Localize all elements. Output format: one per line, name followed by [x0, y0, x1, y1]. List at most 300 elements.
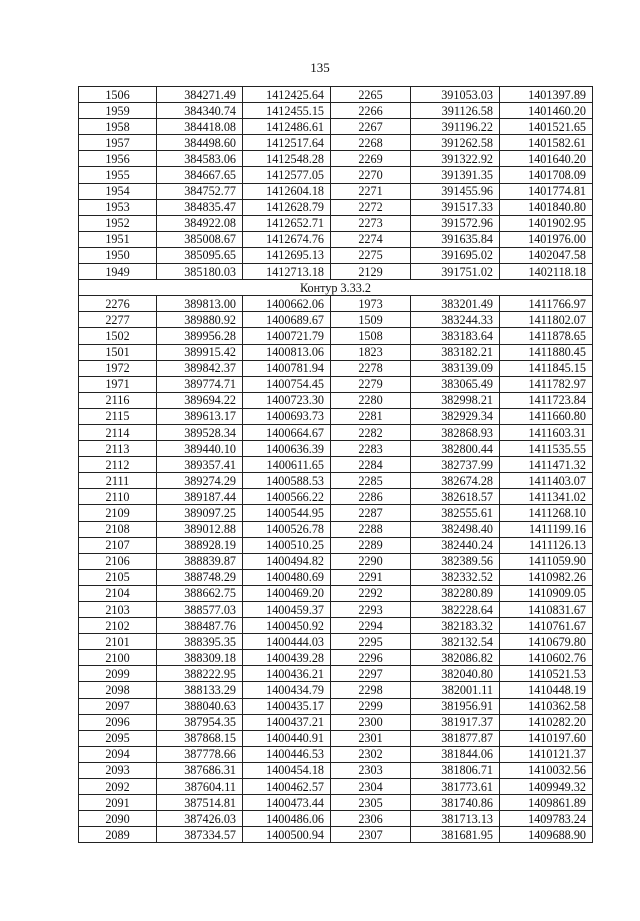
coordinate-cell: 1410679.80 [500, 634, 593, 650]
point-number-cell: 2090 [79, 811, 157, 827]
coordinate-cell: 1400444.03 [243, 634, 331, 650]
coordinate-cell: 391751.02 [411, 264, 500, 280]
table-row [79, 264, 593, 280]
coordinate-cell: 383139.09 [411, 360, 500, 376]
point-number-cell: 1501 [79, 344, 157, 360]
coordinate-cell: 382001.11 [411, 682, 500, 698]
coordinate-cell: 1400611.65 [243, 457, 331, 473]
coordinate-cell: 1400437.21 [243, 714, 331, 730]
coordinate-cell: 1400662.06 [243, 296, 331, 312]
coordinate-cell: 1411471.32 [500, 457, 593, 473]
table-row [79, 408, 593, 424]
coordinate-cell: 384835.47 [157, 199, 243, 215]
coordinate-cell: 389842.37 [157, 360, 243, 376]
coordinate-cell: 1409783.24 [500, 811, 593, 827]
coordinate-cell: 381740.86 [411, 795, 500, 811]
coordinate-cell: 1401976.00 [500, 231, 593, 247]
table-row [79, 553, 593, 569]
coordinate-cell: 382440.24 [411, 537, 500, 553]
point-number-cell: 2292 [331, 585, 411, 601]
coordinate-cell: 1411766.97 [500, 296, 593, 312]
coordinate-cell: 389440.10 [157, 441, 243, 457]
coordinate-cell: 1400439.28 [243, 650, 331, 666]
coordinates-table [78, 86, 593, 843]
coordinate-cell: 1410282.20 [500, 714, 593, 730]
coordinate-cell: 1412652.71 [243, 215, 331, 231]
coordinate-cell: 381681.95 [411, 827, 500, 843]
point-number-cell: 1509 [331, 312, 411, 328]
point-number-cell: 2100 [79, 650, 157, 666]
coordinate-cell: 382800.44 [411, 441, 500, 457]
point-number-cell: 2089 [79, 827, 157, 843]
coordinate-cell: 388040.63 [157, 698, 243, 714]
point-number-cell: 2297 [331, 666, 411, 682]
coordinate-cell: 382389.56 [411, 553, 500, 569]
coordinate-cell: 381844.06 [411, 746, 500, 762]
coordinate-cell: 388133.29 [157, 682, 243, 698]
point-number-cell: 2095 [79, 730, 157, 746]
coordinate-cell: 1409688.90 [500, 827, 593, 843]
coordinate-cell: 389880.92 [157, 312, 243, 328]
coordinate-cell: 1400813.06 [243, 344, 331, 360]
table-row [79, 119, 593, 135]
table-row [79, 827, 593, 843]
coordinate-cell: 391262.58 [411, 135, 500, 151]
coordinate-cell: 385095.65 [157, 247, 243, 263]
point-number-cell: 2277 [79, 312, 157, 328]
point-number-cell: 2129 [331, 264, 411, 280]
coordinate-cell: 1412695.13 [243, 247, 331, 263]
coordinate-cell: 1400435.17 [243, 698, 331, 714]
coordinate-cell: 1412628.79 [243, 199, 331, 215]
coordinate-cell: 1411782.97 [500, 376, 593, 392]
coordinate-cell: 388395.35 [157, 634, 243, 650]
table-row [79, 585, 593, 601]
coordinate-cell: 1411059.90 [500, 553, 593, 569]
coordinate-cell: 1412455.15 [243, 103, 331, 119]
coordinate-cell: 1411603.31 [500, 424, 593, 440]
coordinate-cell: 1400754.45 [243, 376, 331, 392]
coordinate-cell: 382674.28 [411, 473, 500, 489]
coordinate-cell: 388748.29 [157, 569, 243, 585]
point-number-cell: 2302 [331, 746, 411, 762]
coordinate-cell: 381806.71 [411, 762, 500, 778]
table-row [79, 730, 593, 746]
coordinate-cell: 382183.32 [411, 618, 500, 634]
coordinate-cell: 1400480.69 [243, 569, 331, 585]
table-row [79, 698, 593, 714]
point-number-cell: 2106 [79, 553, 157, 569]
coordinate-cell: 1400494.82 [243, 553, 331, 569]
point-number-cell: 1959 [79, 103, 157, 119]
point-number-cell: 2110 [79, 489, 157, 505]
table-row [79, 489, 593, 505]
coordinate-cell: 382618.57 [411, 489, 500, 505]
table-section-header [79, 280, 593, 296]
point-number-cell: 1949 [79, 264, 157, 280]
point-number-cell: 2306 [331, 811, 411, 827]
coordinate-cell: 389097.25 [157, 505, 243, 521]
coordinate-cell: 382228.64 [411, 602, 500, 618]
coordinate-cell: 388577.03 [157, 602, 243, 618]
coordinate-cell: 387514.81 [157, 795, 243, 811]
point-number-cell: 2286 [331, 489, 411, 505]
coordinate-cell: 388487.76 [157, 618, 243, 634]
coordinate-cell: 384922.08 [157, 215, 243, 231]
point-number-cell: 2103 [79, 602, 157, 618]
page-number: 135 [310, 60, 330, 75]
point-number-cell: 2111 [79, 473, 157, 489]
coordinate-cell: 1401460.20 [500, 103, 593, 119]
coordinate-cell: 383183.64 [411, 328, 500, 344]
point-number-cell: 2101 [79, 634, 157, 650]
point-number-cell: 2307 [331, 827, 411, 843]
table-row [79, 682, 593, 698]
coordinate-cell: 382498.40 [411, 521, 500, 537]
coordinate-cell: 1411878.65 [500, 328, 593, 344]
point-number-cell: 2273 [331, 215, 411, 231]
point-number-cell: 2280 [331, 392, 411, 408]
coordinate-cell: 1400721.79 [243, 328, 331, 344]
table-row [79, 634, 593, 650]
point-number-cell: 1952 [79, 215, 157, 231]
coordinate-cell: 1410982.26 [500, 569, 593, 585]
coordinate-cell: 1411723.84 [500, 392, 593, 408]
coordinate-cell: 382086.82 [411, 650, 500, 666]
coordinate-cell: 1411199.16 [500, 521, 593, 537]
table-row [79, 650, 593, 666]
coordinate-cell: 1401582.61 [500, 135, 593, 151]
coordinate-cell: 1410197.60 [500, 730, 593, 746]
table-row [79, 666, 593, 682]
section-row [79, 280, 593, 296]
point-number-cell: 2098 [79, 682, 157, 698]
point-number-cell: 2114 [79, 424, 157, 440]
point-number-cell: 2093 [79, 762, 157, 778]
table-row [79, 811, 593, 827]
coordinate-cell: 1400544.95 [243, 505, 331, 521]
point-number-cell: 2116 [79, 392, 157, 408]
table-row [79, 714, 593, 730]
point-number-cell: 2267 [331, 119, 411, 135]
table-row [79, 618, 593, 634]
coordinate-cell: 1401640.20 [500, 151, 593, 167]
point-number-cell: 2265 [331, 87, 411, 103]
table-row [79, 231, 593, 247]
table-row [79, 312, 593, 328]
coordinate-cell: 382280.89 [411, 585, 500, 601]
coordinate-cell: 1400781.94 [243, 360, 331, 376]
coordinate-cell: 391455.96 [411, 183, 500, 199]
coordinate-cell: 1412577.05 [243, 167, 331, 183]
section-title: Контур 3.33.2 [79, 280, 593, 296]
table-row [79, 135, 593, 151]
coordinate-cell: 384583.06 [157, 151, 243, 167]
point-number-cell: 2279 [331, 376, 411, 392]
coordinate-cell: 1411126.13 [500, 537, 593, 553]
table-row [79, 602, 593, 618]
point-number-cell: 1823 [331, 344, 411, 360]
coordinate-cell: 391517.33 [411, 199, 500, 215]
point-number-cell: 1958 [79, 119, 157, 135]
coordinate-cell: 1400526.78 [243, 521, 331, 537]
coordinate-cell: 1401774.81 [500, 183, 593, 199]
coordinate-cell: 1409949.32 [500, 779, 593, 795]
point-number-cell: 1972 [79, 360, 157, 376]
coordinate-cell: 1411268.10 [500, 505, 593, 521]
table-body-bottom [79, 296, 593, 843]
coordinate-cell: 1401840.80 [500, 199, 593, 215]
table-row [79, 296, 593, 312]
coordinate-cell: 384418.08 [157, 119, 243, 135]
point-number-cell: 2287 [331, 505, 411, 521]
table-row [79, 103, 593, 119]
coordinate-cell: 389774.71 [157, 376, 243, 392]
coordinate-cell: 388662.75 [157, 585, 243, 601]
point-number-cell: 2289 [331, 537, 411, 553]
coordinate-cell: 387686.31 [157, 762, 243, 778]
coordinate-cell: 389694.22 [157, 392, 243, 408]
point-number-cell: 2268 [331, 135, 411, 151]
table-row [79, 151, 593, 167]
coordinate-cell: 1412486.61 [243, 119, 331, 135]
table-row [79, 424, 593, 440]
coordinate-cell: 383244.33 [411, 312, 500, 328]
coordinate-cell: 1400450.92 [243, 618, 331, 634]
point-number-cell: 2102 [79, 618, 157, 634]
coordinate-cell: 385180.03 [157, 264, 243, 280]
point-number-cell: 2294 [331, 618, 411, 634]
point-number-cell: 1971 [79, 376, 157, 392]
table-row [79, 344, 593, 360]
point-number-cell: 2299 [331, 698, 411, 714]
coordinate-cell: 391196.22 [411, 119, 500, 135]
point-number-cell: 2107 [79, 537, 157, 553]
point-number-cell: 2108 [79, 521, 157, 537]
point-number-cell: 2288 [331, 521, 411, 537]
coordinate-cell: 389956.28 [157, 328, 243, 344]
coordinate-cell: 1410032.56 [500, 762, 593, 778]
point-number-cell: 2305 [331, 795, 411, 811]
coordinate-cell: 1400689.67 [243, 312, 331, 328]
coordinate-cell: 1400636.39 [243, 441, 331, 457]
coordinate-cell: 382868.93 [411, 424, 500, 440]
point-number-cell: 2278 [331, 360, 411, 376]
coordinate-cell: 1411341.02 [500, 489, 593, 505]
table-row [79, 167, 593, 183]
coordinate-cell: 1400469.20 [243, 585, 331, 601]
coordinate-cell: 1400459.37 [243, 602, 331, 618]
table-row [79, 87, 593, 103]
coordinate-cell: 1411660.80 [500, 408, 593, 424]
table-row [79, 457, 593, 473]
point-number-cell: 2113 [79, 441, 157, 457]
coordinate-cell: 1400693.73 [243, 408, 331, 424]
coordinate-cell: 391572.96 [411, 215, 500, 231]
coordinate-cell: 391053.03 [411, 87, 500, 103]
coordinate-cell: 1401397.89 [500, 87, 593, 103]
point-number-cell: 2290 [331, 553, 411, 569]
point-number-cell: 2112 [79, 457, 157, 473]
point-number-cell: 2285 [331, 473, 411, 489]
coordinate-cell: 387868.15 [157, 730, 243, 746]
coordinate-cell: 1411535.55 [500, 441, 593, 457]
coordinate-cell: 382737.99 [411, 457, 500, 473]
coordinate-cell: 1411403.07 [500, 473, 593, 489]
coordinate-cell: 1410602.76 [500, 650, 593, 666]
coordinate-cell: 1411880.45 [500, 344, 593, 360]
point-number-cell: 2094 [79, 746, 157, 762]
table-row [79, 183, 593, 199]
coordinate-cell: 382929.34 [411, 408, 500, 424]
coordinate-cell: 383201.49 [411, 296, 500, 312]
point-number-cell: 1951 [79, 231, 157, 247]
coordinate-cell: 387954.35 [157, 714, 243, 730]
table-row [79, 746, 593, 762]
coordinate-cell: 1400510.25 [243, 537, 331, 553]
point-number-cell: 1955 [79, 167, 157, 183]
coordinate-cell: 391126.58 [411, 103, 500, 119]
table-row [79, 376, 593, 392]
coordinate-cell: 388222.95 [157, 666, 243, 682]
coordinate-cell: 384667.65 [157, 167, 243, 183]
coordinate-cell: 1402118.18 [500, 264, 593, 280]
coordinate-cell: 389813.00 [157, 296, 243, 312]
point-number-cell: 2097 [79, 698, 157, 714]
point-number-cell: 2272 [331, 199, 411, 215]
coordinate-cell: 391391.35 [411, 167, 500, 183]
point-number-cell: 1950 [79, 247, 157, 263]
coordinate-cell: 387334.57 [157, 827, 243, 843]
coordinate-cell: 391322.92 [411, 151, 500, 167]
coordinate-cell: 1410761.67 [500, 618, 593, 634]
point-number-cell: 2269 [331, 151, 411, 167]
table-row [79, 247, 593, 263]
point-number-cell: 2301 [331, 730, 411, 746]
table-row [79, 215, 593, 231]
coordinate-cell: 381956.91 [411, 698, 500, 714]
coordinate-cell: 389274.29 [157, 473, 243, 489]
coordinate-cell: 1409861.89 [500, 795, 593, 811]
point-number-cell: 2303 [331, 762, 411, 778]
coordinate-cell: 1400486.06 [243, 811, 331, 827]
coordinate-cell: 384498.60 [157, 135, 243, 151]
point-number-cell: 2115 [79, 408, 157, 424]
coordinate-cell: 1400434.79 [243, 682, 331, 698]
coordinate-cell: 388839.87 [157, 553, 243, 569]
coordinate-cell: 383182.21 [411, 344, 500, 360]
coordinate-cell: 1400723.30 [243, 392, 331, 408]
coordinate-cell: 1412548.28 [243, 151, 331, 167]
coordinate-cell: 389613.17 [157, 408, 243, 424]
coordinate-cell: 389528.34 [157, 424, 243, 440]
table-row [79, 521, 593, 537]
point-number-cell: 2300 [331, 714, 411, 730]
point-number-cell: 2284 [331, 457, 411, 473]
point-number-cell: 2291 [331, 569, 411, 585]
coordinate-cell: 1412425.64 [243, 87, 331, 103]
coordinate-cell: 388928.19 [157, 537, 243, 553]
coordinate-cell: 381877.87 [411, 730, 500, 746]
coordinate-cell: 1410362.58 [500, 698, 593, 714]
table-row [79, 779, 593, 795]
point-number-cell: 2296 [331, 650, 411, 666]
coordinate-cell: 382555.61 [411, 505, 500, 521]
coordinate-cell: 382132.54 [411, 634, 500, 650]
coordinate-cell: 381713.13 [411, 811, 500, 827]
point-number-cell: 2270 [331, 167, 411, 183]
coordinate-cell: 1410909.05 [500, 585, 593, 601]
point-number-cell: 1508 [331, 328, 411, 344]
table-body-top [79, 87, 593, 280]
point-number-cell: 1954 [79, 183, 157, 199]
point-number-cell: 1506 [79, 87, 157, 103]
coordinate-cell: 1400588.53 [243, 473, 331, 489]
coordinate-cell: 385008.67 [157, 231, 243, 247]
coordinate-cell: 1402047.58 [500, 247, 593, 263]
coordinate-cell: 1412604.18 [243, 183, 331, 199]
table-row [79, 537, 593, 553]
table-row [79, 762, 593, 778]
coordinate-cell: 388309.18 [157, 650, 243, 666]
table-row [79, 199, 593, 215]
point-number-cell: 2274 [331, 231, 411, 247]
coordinate-cell: 382332.52 [411, 569, 500, 585]
point-number-cell: 2295 [331, 634, 411, 650]
coordinate-cell: 1410121.37 [500, 746, 593, 762]
point-number-cell: 2271 [331, 183, 411, 199]
coordinate-cell: 1400446.53 [243, 746, 331, 762]
point-number-cell: 2092 [79, 779, 157, 795]
coordinate-cell: 1410521.53 [500, 666, 593, 682]
point-number-cell: 1502 [79, 328, 157, 344]
coordinate-cell: 1410448.19 [500, 682, 593, 698]
coordinate-cell: 382040.80 [411, 666, 500, 682]
point-number-cell: 2293 [331, 602, 411, 618]
coordinate-cell: 1412517.64 [243, 135, 331, 151]
coordinate-cell: 384271.49 [157, 87, 243, 103]
point-number-cell: 1956 [79, 151, 157, 167]
coordinate-cell: 381917.37 [411, 714, 500, 730]
point-number-cell: 2266 [331, 103, 411, 119]
coordinate-cell: 1401902.95 [500, 215, 593, 231]
coordinate-cell: 382998.21 [411, 392, 500, 408]
coordinate-cell: 1412674.76 [243, 231, 331, 247]
coordinate-cell: 1400566.22 [243, 489, 331, 505]
table-row [79, 360, 593, 376]
table-row [79, 795, 593, 811]
coordinate-cell: 381773.61 [411, 779, 500, 795]
point-number-cell: 2282 [331, 424, 411, 440]
point-number-cell: 2091 [79, 795, 157, 811]
table-row [79, 569, 593, 585]
table-row [79, 328, 593, 344]
coordinate-cell: 387426.03 [157, 811, 243, 827]
point-number-cell: 2298 [331, 682, 411, 698]
coordinate-cell: 384752.77 [157, 183, 243, 199]
coordinate-cell: 1400454.18 [243, 762, 331, 778]
coordinate-cell: 389187.44 [157, 489, 243, 505]
coordinate-cell: 387604.11 [157, 779, 243, 795]
coordinate-cell: 1411802.07 [500, 312, 593, 328]
coordinate-cell: 391635.84 [411, 231, 500, 247]
point-number-cell: 1953 [79, 199, 157, 215]
coordinate-cell: 1412713.18 [243, 264, 331, 280]
point-number-cell: 2104 [79, 585, 157, 601]
point-number-cell: 2283 [331, 441, 411, 457]
point-number-cell: 2281 [331, 408, 411, 424]
point-number-cell: 2099 [79, 666, 157, 682]
